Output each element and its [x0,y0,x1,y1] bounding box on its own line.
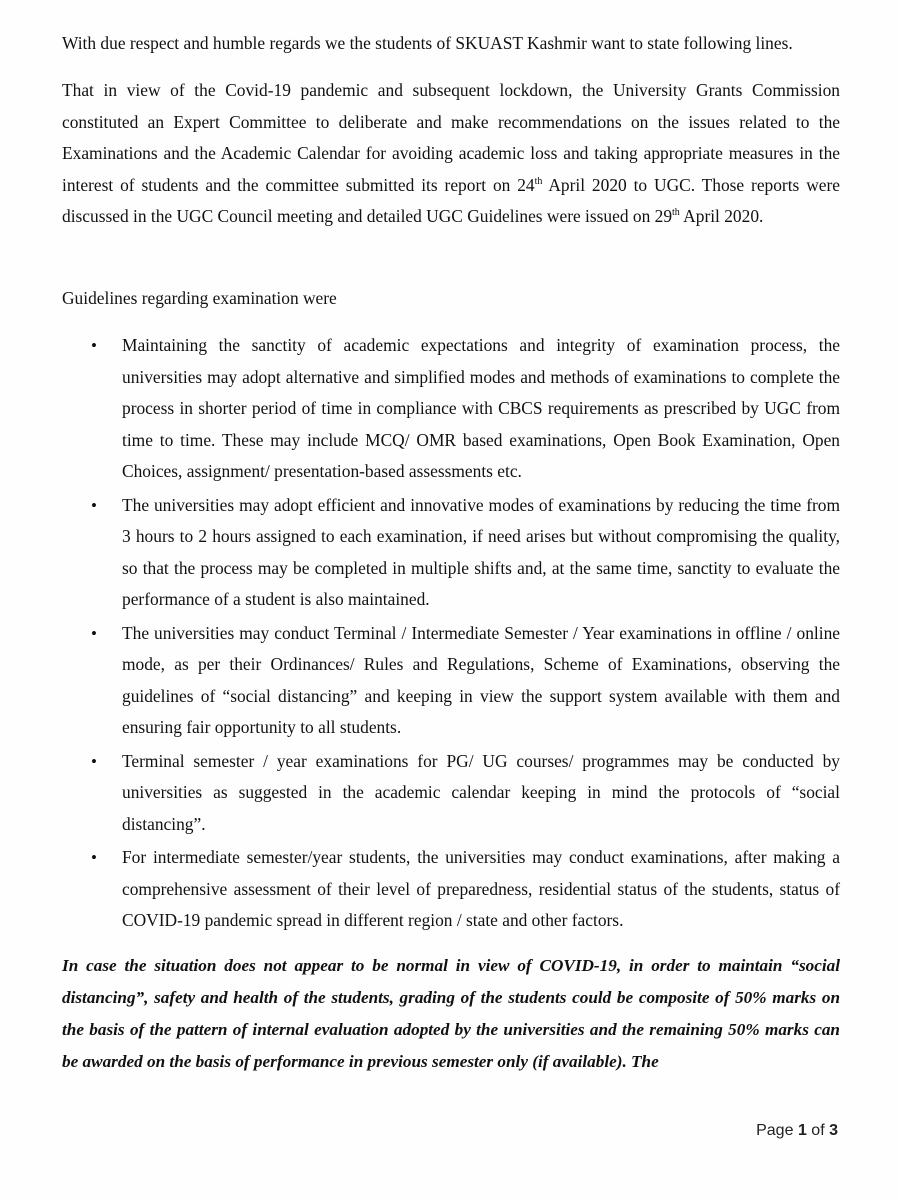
guidelines-heading: Guidelines regarding examination were [62,288,337,308]
conclusion-paragraph: In case the situation does not appear to be normal in view of COVID-19, in order to maintain “social distancing”, safety and health of the students, grading of the students could be composite of 50% marks on the basis of the pattern of internal evaluation adopted by the universities and the remaining 50% marks can be awarded on the basis of performance in previous semester only (if available). The [62,956,840,1071]
guideline-text: Terminal semester / year examinations for PG/ UG courses/ programmes may be conducted by universities as suggested in the academic calendar keeping in mind the protocols of “social distancing”. [122,750,840,834]
ordinal-suffix: th [534,175,543,187]
guideline-text: Maintaining the sanctity of academic expectations and integrity of examination process, the universities may adopt alternative and simplified modes and methods of examinations to complete the process in shorter period of time in compliance with CBCS requirements as prescribed by UGC from time to time. These may include MCQ/ OMR based examinations, Open Book Examination, Open Choices, assignment/ presentation-based assessments etc. [122,335,840,481]
total-pages-number: 3 [829,1122,838,1139]
bullet-icon: • [91,751,97,771]
current-page-number: 1 [797,1122,807,1139]
page-number [756,1122,838,1140]
guidelines-list [62,330,840,939]
guideline-item [62,330,840,488]
context-text-part1: That in view of the Covid-19 pandemic and subsequent lockdown, the University Grants Commission constituted an Expert Committee to deliberate and make recommendations on the issues related to the Examinations and the Academic Calendar for avoiding academic loss and taking appropriate measures in the interest of students and the committee submitted its report on 24 [62,80,840,195]
of-label: of [811,1122,825,1139]
guideline-text: For intermediate semester/year students, the universities may conduct examinations, after making a comprehensive assessment of their level of preparedness, residential status of the students, status of COVID-19 pandemic spread in different region / state and other factors. [122,847,840,930]
bullet-icon: • [91,623,97,643]
bullet-icon: • [91,336,97,355]
context-text-part3: April 2020. [679,206,764,226]
ordinal-suffix: th [672,207,680,219]
guideline-text: The universities may adopt efficient and innovative modes of examinations by reducing the time from 3 hours to 2 hours assigned to each examination, if need arises but without compromising the quality, so that the process may be completed in multiple shifts and, at the same time, sanctity to evaluate the performance of a student is also maintained. [122,494,840,609]
context-paragraph [62,75,840,233]
guideline-item [62,842,840,937]
bullet-icon: • [91,495,97,515]
intro-paragraph: With due respect and humble regards we the students of SKUAST Kashmir want to state following lines. [62,33,793,53]
guideline-text: The universities may conduct Terminal / Intermediate Semester / Year examinations in offline / online mode, as per their Ordinances/ Rules and Regulations, Scheme of Examinations, observing the guidelines of “social distancing” and keeping in view the support system available with them and ensuring fair opportunity to all students. [122,622,840,737]
guideline-item [62,490,840,616]
guideline-item [62,746,840,841]
context-text-part2: April 2020 to UGC. Those reports were discussed in the UGC Council meeting and detailed UGC Guidelines were issued on 29 [62,174,840,226]
bullet-icon: • [91,848,97,867]
guideline-item [62,618,840,744]
page-label: Page [756,1122,794,1139]
